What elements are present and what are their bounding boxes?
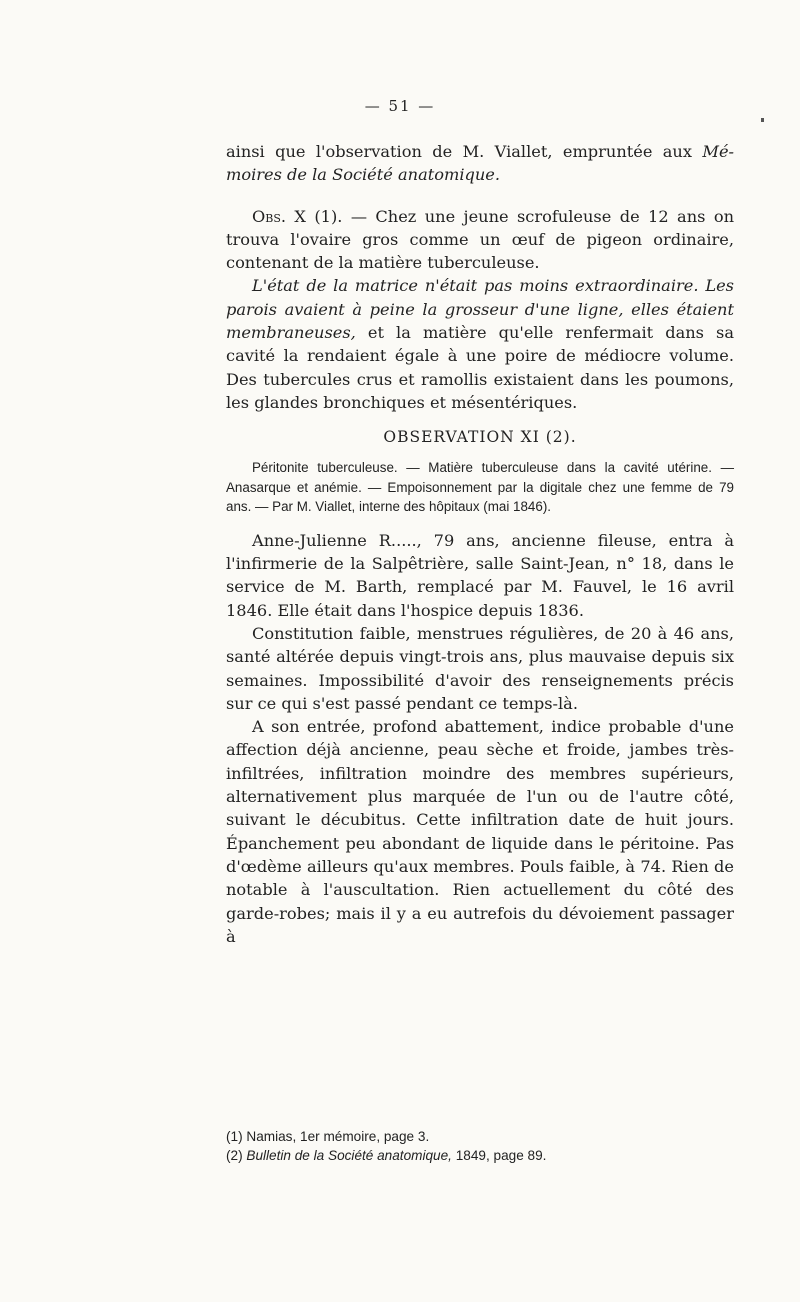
page-number: — 51 — [364,97,436,115]
main-column [226,140,734,948]
obs11-paragraph-1: Anne-Julienne R....., 79 ans, ancienne fileuse, entra à l'infirmerie de la Salpêtrière, salle Saint-Jean, n° 18, dans le service de M. Barth, remplacé par M. Fauvel, le 16 avril 1846. Elle était dans l'hospice depuis 1836. [226,530,734,620]
obs10-label: Obs. X (1). [252,206,343,226]
obs10-paragraph-1: Obs. X (1). — Chez une jeune scrofuleuse de 12 ans on trouva l'ovaire gros comme un œuf de pigeon ordinaire, contenant de la matière tuberculeuse. [226,206,734,273]
print-mark [761,118,764,122]
obs11-paragraph-3: A son entrée, profond abattement, indice probable d'une affection déjà ancienne, peau sèche et froide, jambes très-infiltrées, infiltration moindre des membres supérieurs, alternativement plus marquée de l'un ou de l'autre côté, suivant le décubitus. Cette infiltration date de huit jours. Épanchement peu abondant de liquide dans le péritoine. Pas d'œdème ailleurs qu'aux membres. Pouls faible, à 74. Rien de notable à l'auscultation. Rien actuellement du côté des garde-robes; mais il y a eu autrefois du dévoiement passager à [226,717,734,946]
intro-paragraph: ainsi que l'observation de M. Viallet, empruntée aux Mé-moires de la Société anatomique. [226,142,734,185]
footnote-1: (1) Namias, 1er mémoire, page 3. [226,1129,430,1144]
footnotes [226,1128,734,1165]
obs11-title: OBSERVATION XI (2). [383,428,577,447]
obs10-paragraph-2: L'état de la matrice n'était pas moins extraordinaire. Les parois avaient à peine la grosseur d'une ligne, elles étaient membraneuses, et la matière qu'elle renfermait dans sa cavité la rendaient égale à une poire de médiocre volume. Des tubercules crus et ramollis existaient dans les poumons, les glandes bronchiques et mésentériques. [226,276,734,412]
obs11-paragraph-2: Constitution faible, menstrues régulières, de 20 à 46 ans, santé altérée depuis vingt-trois ans, plus mauvaise depuis six semaines. Impossibilité d'avoir des renseignements précis sur ce qui s'est passé pendant ce temps-là. [226,623,734,713]
intro-italic-title: Mé-moires de la Société anatomique. [226,142,734,185]
footnote-2: (2) Bulletin de la Société anatomique, 1849, page 89. [226,1147,547,1163]
obs11-summary: Péritonite tuberculeuse. — Matière tuberculeuse dans la cavité utérine. — Anasarque et anémie. — Empoisonnement par la digitale chez une femme de 79 ans. — Par M. Viallet, interne des hôpitaux (mai 1846). [226,460,734,515]
